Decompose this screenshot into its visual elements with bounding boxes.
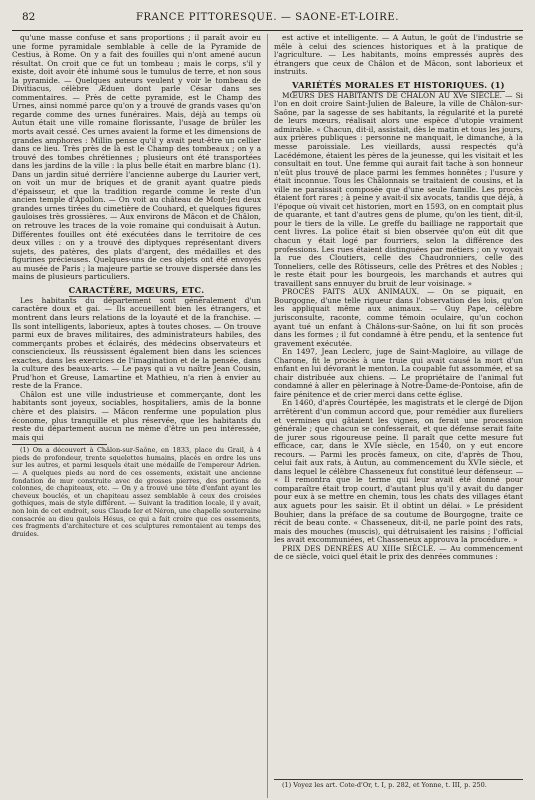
left-column	[12, 34, 267, 798]
section-heading-varietes-text: VARIÉTÉS MORALES ET HISTORIQUES. (1)	[292, 79, 505, 90]
running-title: FRANCE PITTORESQUE. — SAONE-ET-LOIRE.	[135, 11, 400, 23]
running-header	[12, 8, 523, 26]
footnote-left: (1) On a découvert à Châlon-sur-Saône, en 1833, place du Grail, à 4 pieds de profondeur, trente squelettes humains, placés en ordre les uns sur les autres, et parmi lesquels était une médaille de l'empereur Adrien. — A quelques pieds au nord de ces ossements, existait une ancienne fondation de mur construite avec de grosses pierres, des portions de colonnes, de chapiteaux, etc. — On y a trouvé une tête d'enfant ayant les cheveux bouclés, et un chapiteau assez semblable à ceux des croisées gothiques, mais de style différent. — Suivant la tradition locale, il y avait, non loin de cet endroit, sous Claude Ier et Néron, une chapelle souterraine consacrée au dieu gaulois Hésus, ce qui a fait croire que ces ossements, ces fragments d'architecture et ces sculptures remontaient au temps des druides.	[12, 446, 261, 538]
paragraph-proces-animaux: PROCÈS FAITS AUX ANIMAUX. — On se piquait, en Bourgogne, d'une telle rigueur dans l'observation des lois, qu'on les appliquait même aux animaux. — Guy Pape, célèbre jurisconsulte, raconte, comme témoin oculaire, qu'un cochon ayant tué un enfant à Châlons-sur-Saône, on lui fit son procès dans les formes ; il fut condamné à être pendu, et la sentence fut gravement exécutée.	[274, 287, 523, 348]
section-heading-varietes	[274, 80, 523, 90]
right-column	[267, 34, 523, 798]
paragraph-truie: En 1497, Jean Leclerc, juge de Saint-Magloire, au village de Charone, fit le procès à une truie qui avait causé la mort d'un enfant en lui dévorant le menton. La coupable fut assommée, et sa chair distribuée aux chiens. — Le propriétaire de l'animal fut condamné à aller en pèlerinage à Notre-Dame-de-Pontoise, afin de faire pénitence et de crier merci dans cette église.	[274, 347, 523, 399]
paragraph-caractere: Les habitants du département sont généralement d'un caractère doux et gai. — Ils accueillent bien les étrangers, et montrent dans leurs relations de la loyauté et de la franchise. — Ils sont intelligents, laborieux, aptes à toutes choses. — On trouve parmi eux de braves militaires, des administrateurs habiles, des commerçants probes et éclairés, des médecins observateurs et consciencieux. Ils réussissent également bien dans les sciences exactes, dans les exercices de l'imagination et de la pensée, dans la culture des beaux-arts. — Le pays qui a vu naître Jean Cousin, Prud'hon et Greuse, Lamartine et Mathieu, n'a rien à envier au reste de la France.	[12, 295, 261, 391]
paragraph-autun: est active et intelligente. — A Autun, le goût de l'industrie se mêle à celui des sciences historiques et à la pratique de l'agriculture. — Les habitants, moins empressés auprès des étrangers que ceux de Châlon et de Mâcon, sont laborieux et instruits.	[274, 34, 523, 77]
paragraph-monuments: qu'une masse confuse et sans proportions ; il paraît avoir eu une forme pyramidale semblable à celle de la Pyramide de Cestius, à Rome. On y a fait des fouilles qui n'ont amené aucun résultat. On croit que ce fut un tombeau ; mais le corps, s'il y existe, doit avoir été inhumé sous le tumulus de terre, et non sous la pyramide. — Quelques auteurs veulent y voir le tombeau de Divitiacus, célèbre Æduen dont parle César dans ses commentaires. — Près de cette pyramide, est le Champ des Urnes, ainsi nommé parce qu'on y a trouvé de grands vases qu'on regarde comme des urnes funéraires. Mais, déjà au temps où Autun était une ville romaine florissante, l'usage de brûler les morts avait cessé. Ces urnes avaient la forme et les dimensions de grandes amphores : Millin pense qu'il y avait peut-être un cellier dans ce lieu. Très près de là est le Champ des tombeaux ; on y a trouvé des tombes chrétiennes ; plusieurs ont été transportées dans les jardins de la ville : la plus belle était en marbre blanc (1). Dans un jardin situé derrière l'ancienne auberge du Laurier vert, on voit un mur de briques et de granit ayant quatre pieds d'épaisseur, et que la tradition regarde comme le reste d'un ancien temple d'Apollon. — On voit au château de Mont-Jeu deux grandes urnes tirées du cimetière de Couhard, et quelques figures gauloises très grossières. — Aux environs de Mâcon et de Châlon, on retrouve les traces de la voie romaine qui conduisait à Autun. Différentes fouilles ont été exécutées dans le territoire de ces deux villes : on y a trouvé des diptyques représentant divers sujets, des patères, des plats d'argent, des médailles et des figurines précieuses. Quelques-uns de ces objets ont été envoyés au musée de Paris ; la majeure partie se trouve dispersée dans les mains de plusieurs particuliers.	[12, 34, 261, 282]
section-heading-caractere-text: CARACTÈRE, MŒURS, ETC.	[68, 284, 205, 295]
paragraph-chalon: Châlon est une ville industrieuse et commerçante, dont les habitants sont joyeux, sociables, hospitaliers, amis de la bonne chère et des plaisirs. — Mâcon renferme une population plus économe, plus tranquille et plus réservée, que les habitants du reste du département aucun ne mème d'être un peu intéressée, mais qui	[12, 389, 261, 442]
footnote-rule-right	[274, 779, 523, 780]
paragraph-moeurs: MŒURS DES HABITANTS DE CHALON AU XVe SIÈCLE. — Si l'on en doit croire Saint-Julien de Baleure, la ville de Châlon-sur-Saône, par la sagesse de ses habitants, la régularité et la pureté de leurs mœurs, réalisait alors une espèce d'utopie vraiment admirable. « Chacun, dit-il, assistait, dès le matin et tous les jours, aux prières publiques : personne ne manquait, le dimanche, à la messe paroissiale. Les vieillards, aussi respectés qu'à Lacédémone, étaient les pères de la jeunesse, qui les visitait et les consultait en tout. Une femme qui aurait fait tache à son honneur n'eût plus trouvé de place parmi les femmes honnêtes ; l'usure y était inconnue. Tous les Châlonnais se traitaient de cousins, et la ville ne paraissait composée que d'une seule famille. Les procès étaient fort rares ; à peine y avait-il six avocats, tandis que déjà, à l'époque où vivait cet historien, mort en 1593, on en comptait plus de quarante, et tant d'autres gens de plume, qu'on les tient, dit-il, pour le tiers de la ville. Le greffe du bailliage ne rapportait que cent livres. La police était si bien observée qu'on eût dit que chacun y était logé par fourriers, selon la différence des professions. Les rues étaient distinguées par métiers ; on y voyait la rue des Cloutiers, celle des Chaudronniers, celle des Tonneliers, celle des Rôtisseurs, celle des Prêtres et des Nobles ; le reste était pour les bourgeois, les marchands et autres qui travaillent sans ennuyer du bruit de leur voisinage. »	[274, 90, 523, 288]
footnote-rule-left	[12, 444, 107, 445]
text-columns	[12, 34, 523, 798]
header-rule	[12, 30, 523, 31]
footnote-right: (1) Voyez les art. Cote-d'Or, t. I, p. 282, et Yonne, t. III, p. 250.	[282, 781, 487, 790]
paragraph-prix-denrees: PRIX DES DENRÉES AU XIIIe SIÈCLE. — Au commencement de ce siècle, voici quel était le prix des denrées communes :	[274, 543, 523, 562]
section-heading-caractere	[12, 285, 261, 295]
paragraph-dijon-rats: En 1460, d'après Courtépée, les magistrats et le clergé de Dijon arrêtèrent d'un commun accord que, pour remédier aux flureliers et vermines qui gâtaient les vignes, on ferait une procession générale ; que chacun se confesserait, et que défense serait faite de jurer sous rigoureuse peine. Il paraît que cette mesure fut efficace, car, dans le XVIe siècle, en 1540, on y eut encore recours. — Parmi les procès fameux, on cite, d'après de Thou, celui fait aux rats, à Autun, au commencement du XVIe siècle, et dans lequel le célèbre Chasseneux fut constitué leur défenseur. — « Il remontra que le terme qui leur avait été donné pour comparaître était trop court, d'autant plus qu'il y avait du danger pour eux à se mettre en chemin, tous les chats des villages étant aux aguets pour les saisir. Et il obtint un délai. » Le président Bouhier, dans la préface de sa coutume de Bourgogne, traite ce récit de beau conte. « Chasseneux, dit-il, ne parle point des rats, mais des mouches (muscis), qui détruisaient les raisins ; l'official les avait excommuniées, et Chasseneux approuva la procédure. »	[274, 398, 523, 545]
footnote-block-right	[274, 777, 523, 790]
page-number: 82	[22, 11, 36, 23]
